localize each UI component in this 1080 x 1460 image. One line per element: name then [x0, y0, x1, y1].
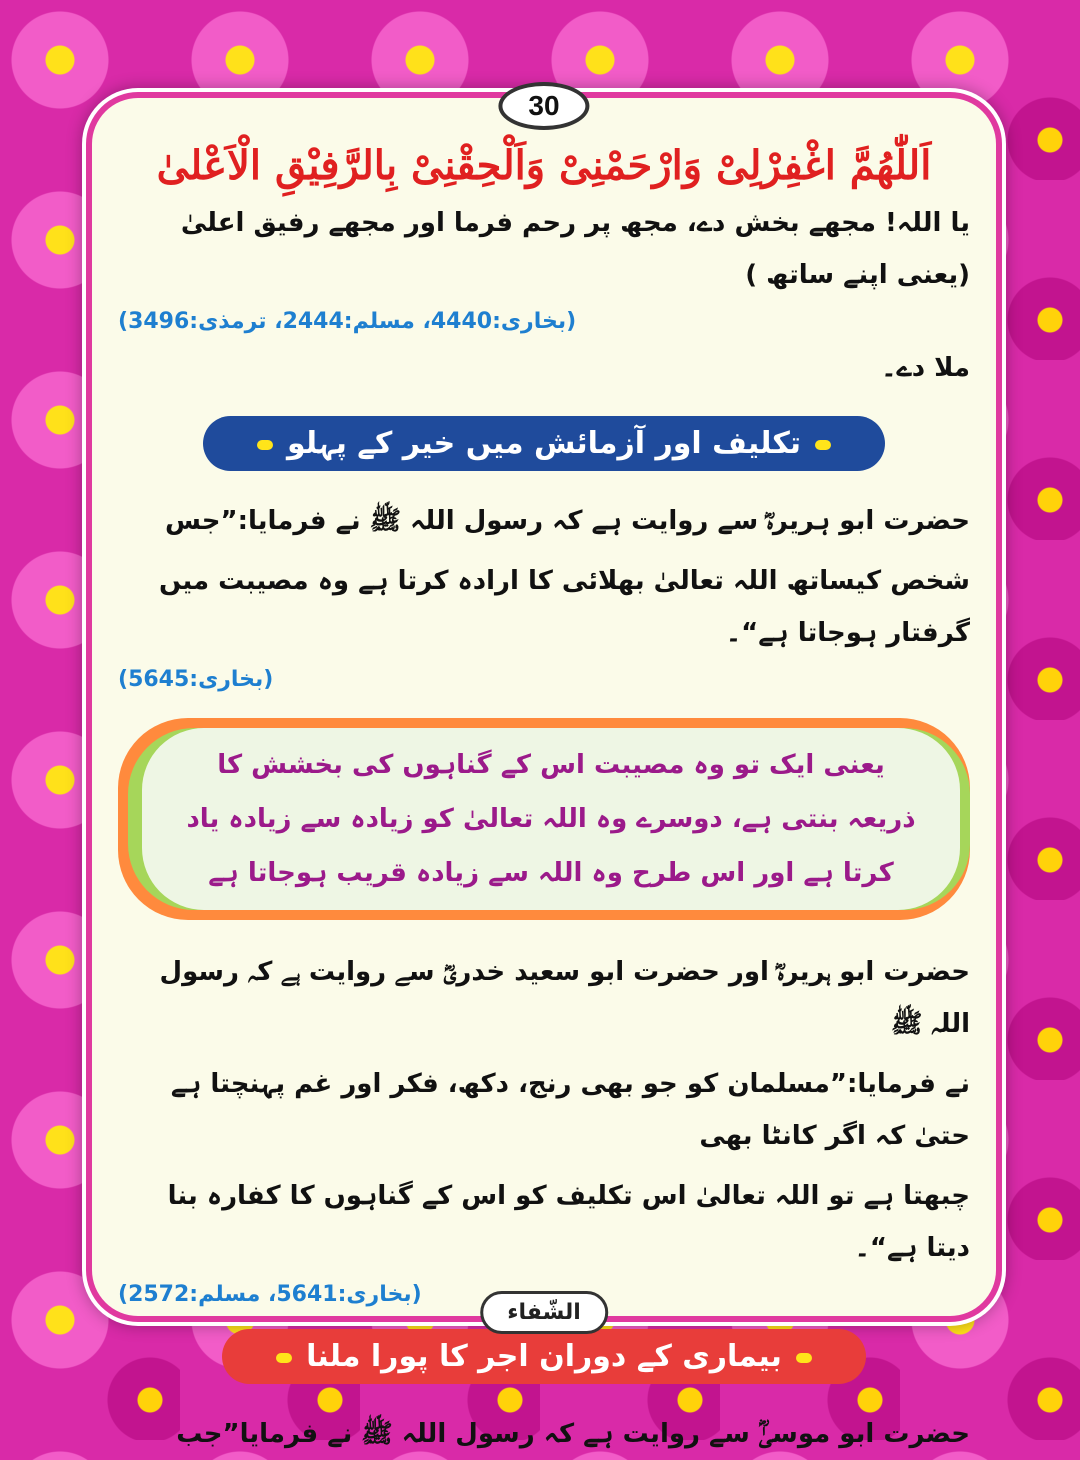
page-number: 30	[498, 82, 589, 130]
hadith-1-line-2: شخص کیساتھ اللہ تعالیٰ بھلائی کا ارادہ کرتا ہے وہ مصیبت میں گرفتار ہوجاتا ہے“۔	[159, 566, 970, 648]
hadith-2-line-3: چبھتا ہے تو اللہ تعالیٰ اس تکلیف کو اس کے گناہوں کا کفارہ بنا دیتا ہے“۔	[167, 1181, 970, 1263]
hadith-2-line-2: نے فرمایا:”مسلمان کو جو بھی رنج، دکھ، فکر اور غم پہنچتا ہے حتیٰ کہ اگر کانٹا بھی	[170, 1069, 970, 1151]
note-line-2: ذریعہ بنتی ہے، دوسرے وہ اللہ تعالیٰ کو زیادہ سے زیادہ یاد	[186, 804, 916, 834]
heading-text: بیماری کے دوران اجر کا پورا ملنا	[306, 1339, 782, 1374]
note-line-1: یعنی ایک تو وہ مصیبت اس کے گناہوں کی بخشش کا	[217, 750, 885, 780]
hadith-1-line-1: حضرت ابو ہریرہؓ سے روایت ہے کہ رسول اللہ ﷺ نے فرمایا:”جس	[165, 506, 970, 536]
explanation-box-ring	[128, 728, 970, 910]
hadith-2-reference: (بخاری:5641، مسلم:2572)	[118, 1282, 422, 1307]
note-line-3: کرتا ہے اور اس طرح وہ اللہ سے زیادہ قریب ہوجاتا ہے	[208, 858, 894, 888]
dua-arabic: اَللّٰھُمَّ اغْفِرْلِیْ وَارْحَمْنِیْ وَاَلْحِقْنِیْ بِالرَّفِیْقِ الْاَعْلیٰ	[156, 142, 932, 189]
heading-text: تکلیف اور آزمائش میں خیر کے پہلو	[286, 426, 802, 461]
explanation-box-text	[142, 728, 960, 910]
section-heading-trials	[203, 416, 885, 471]
heading-dot-icon	[796, 1353, 812, 1363]
explanation-box	[118, 718, 970, 920]
heading-dot-icon	[257, 440, 273, 450]
dua-translation-line-2: ملا دے۔	[881, 353, 970, 383]
heading-dot-icon	[815, 440, 831, 450]
dua-reference: (بخاری:4440، مسلم:2444، ترمذی:3496)	[118, 309, 577, 334]
heading-dot-icon	[276, 1353, 292, 1363]
page-frame	[92, 90, 996, 1449]
dua-translation-line-1: یا اللہ! مجھے بخش دے، مجھ پر رحم فرما اور مجھے رفیق اعلیٰ (یعنی اپنے ساتھ )	[180, 208, 970, 290]
hadith-2-line-1: حضرت ابو ہریرہؓ اور حضرت ابو سعید خدریؓ سے روایت ہے کہ رسول اللہ ﷺ	[159, 957, 970, 1039]
hadith-3-line-1: حضرت ابو موسیٰؓ سے روایت ہے کہ رسول اللہ ﷺ نے فرمایا”جب	[176, 1419, 970, 1449]
section-heading-illness	[222, 1329, 866, 1384]
hadith-1-reference: (بخاری:5645)	[118, 667, 274, 692]
footer-logo: الشّفاء	[480, 1291, 608, 1334]
